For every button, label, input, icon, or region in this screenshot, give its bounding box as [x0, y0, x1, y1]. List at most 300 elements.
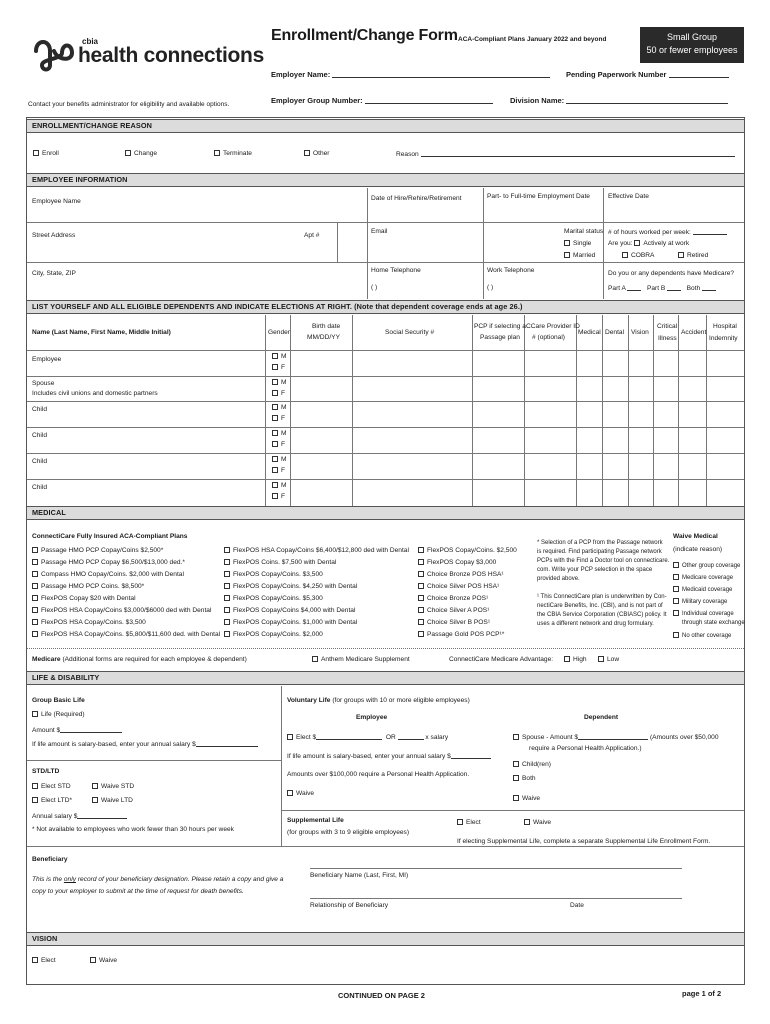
- waive-checkbox[interactable]: [673, 586, 679, 592]
- elect-std-checkbox[interactable]: [32, 783, 38, 789]
- hours-field[interactable]: [608, 228, 727, 237]
- note2-line: nectiCare Benefits, Inc. (CBI), and is not part of: [537, 603, 663, 609]
- waive-checkbox[interactable]: [673, 562, 679, 568]
- plan-label: Choice Silver B POS¹: [427, 619, 491, 626]
- plan-checkbox[interactable]: [418, 583, 424, 589]
- brand-logo: [28, 31, 76, 75]
- other-label: Other: [313, 150, 330, 157]
- plan-option[interactable]: [32, 583, 144, 591]
- gender-m-label: M: [281, 456, 287, 463]
- medical-heading: MEDICAL: [27, 506, 744, 520]
- supp-elect-checkbox[interactable]: [457, 819, 463, 825]
- retired-option[interactable]: [678, 252, 708, 260]
- medicare-note: (Additional forms are required for each employee & dependent): [62, 656, 247, 663]
- supplemental-note: (for groups with 3 to 9 eligible employees): [287, 829, 410, 836]
- beneficiary-text-line2: copy to your employer to submit at the time of request for death benefits.: [32, 888, 244, 895]
- plan-label: FlexPOS Copay/Coins. $5,300: [233, 595, 323, 602]
- elect-amount-label: Elect $: [296, 734, 317, 741]
- voluntary-note: (for groups with 10 or more eligible employees): [332, 697, 470, 704]
- or-label: OR: [385, 734, 396, 741]
- gender-m-spouse[interactable]: [272, 379, 287, 387]
- waive-option[interactable]: [673, 574, 733, 582]
- brand-small: cbia: [82, 37, 99, 46]
- date-hire-label: Date of Hire/Rehire/Retirement: [371, 195, 462, 202]
- gender-f-checkbox[interactable]: [272, 364, 278, 370]
- note1-line: provided above.: [537, 576, 580, 582]
- waive-std-label: Waive STD: [101, 783, 135, 790]
- small-group-badge: [640, 27, 744, 63]
- elect-ltd-option[interactable]: [32, 797, 72, 805]
- vision-waive-label: Waive: [99, 957, 118, 964]
- plan-option[interactable]: [418, 631, 504, 639]
- col-critical1: Critical: [657, 323, 678, 330]
- relationship-label: Relationship of Beneficiary: [310, 902, 389, 909]
- plan-checkbox[interactable]: [224, 631, 230, 637]
- gender-m-child2[interactable]: [272, 430, 287, 438]
- col-birth1: Birth date: [312, 323, 341, 330]
- low-checkbox[interactable]: [598, 656, 604, 662]
- salary-field[interactable]: [32, 740, 258, 749]
- reason-label: Reason: [396, 151, 419, 158]
- plan-option[interactable]: [32, 619, 146, 627]
- plan-option[interactable]: [32, 571, 184, 579]
- spouse-checkbox[interactable]: [513, 734, 519, 740]
- continued-label: CONTINUED ON PAGE 2: [338, 991, 425, 1000]
- medicare-label: Medicare: [32, 656, 61, 663]
- hours-label: # of hours worked per week:: [608, 229, 691, 236]
- actively-checkbox[interactable]: [634, 240, 640, 246]
- plan-checkbox[interactable]: [224, 607, 230, 613]
- plan-label: Passage HMO PCP Copay $6,500/$13,000 ded.*: [41, 559, 185, 566]
- supp-elect-label: Elect: [466, 819, 481, 826]
- plan-checkbox[interactable]: [32, 559, 38, 565]
- salary-based-input[interactable]: [451, 752, 491, 759]
- change-label: Change: [134, 150, 158, 157]
- married-label: Married: [573, 252, 596, 259]
- voluntary-title: Voluntary Life: [287, 697, 331, 704]
- spouse-amount-input[interactable]: [578, 733, 648, 740]
- cobra-option[interactable]: [622, 252, 654, 260]
- annual-salary-label: Annual salary $: [32, 813, 78, 820]
- life-heading: LIFE & DISABILITY: [27, 671, 744, 685]
- note1-line: * Selection of a PCP from the Passage network: [537, 540, 663, 546]
- plan-option[interactable]: [224, 619, 357, 627]
- employee-heading: EMPLOYEE INFORMATION: [27, 173, 744, 187]
- retired-checkbox[interactable]: [678, 252, 684, 258]
- waive-option[interactable]: [673, 562, 740, 570]
- vision-waive-checkbox[interactable]: [90, 957, 96, 963]
- hours-input[interactable]: [693, 228, 727, 235]
- high-option[interactable]: [564, 656, 587, 664]
- plan-option[interactable]: [32, 607, 211, 615]
- plan-checkbox[interactable]: [224, 559, 230, 565]
- terminate-label: Terminate: [223, 150, 252, 157]
- group-basic-title: Group Basic Life: [32, 697, 85, 704]
- supp-text: If electing Supplemental Life, complete a separate Supplemental Life Enrollment Form.: [457, 838, 711, 845]
- reason-field[interactable]: [396, 150, 735, 159]
- gender-m-checkbox[interactable]: [272, 456, 278, 462]
- cobra-checkbox[interactable]: [622, 252, 628, 258]
- waive-label: No other coverage: [682, 633, 732, 639]
- reason-input[interactable]: [421, 150, 735, 157]
- other-option[interactable]: [304, 150, 330, 158]
- employer-name-text: Employer Name:: [271, 70, 331, 79]
- form-subtitle: ACA-Compliant Plans January 2022 and beyond: [458, 36, 607, 43]
- email-label: Email: [371, 228, 388, 235]
- beneficiary-name-label: Beneficiary Name (Last, First, MI): [310, 872, 409, 879]
- plan-checkbox[interactable]: [418, 595, 424, 601]
- gender-f-checkbox[interactable]: [272, 390, 278, 396]
- children-option[interactable]: [513, 761, 551, 769]
- waive-option[interactable]: [673, 586, 732, 594]
- plan-option[interactable]: [224, 595, 323, 603]
- anthem-checkbox[interactable]: [312, 656, 318, 662]
- both-life-label: Both: [522, 775, 536, 782]
- gender-m-checkbox[interactable]: [272, 404, 278, 410]
- gender-m-checkbox[interactable]: [272, 430, 278, 436]
- page-number: page 1 of 2: [682, 989, 722, 998]
- children-checkbox[interactable]: [513, 761, 519, 767]
- elect-amount-input[interactable]: [316, 733, 382, 740]
- plan-option[interactable]: [32, 631, 220, 639]
- elect-std-label: Elect STD: [41, 783, 71, 790]
- plan-option[interactable]: [418, 559, 496, 567]
- anthem-option[interactable]: [312, 656, 410, 664]
- are-you-label: Are you:: [608, 240, 633, 247]
- contact-note: Contact your benefits administrator for eligibility and available options.: [28, 101, 230, 108]
- supp-waive-option[interactable]: [524, 819, 551, 827]
- plan-label: Choice Silver POS HSA¹: [427, 583, 500, 590]
- gender-f-child1[interactable]: [272, 415, 285, 423]
- gender-m-checkbox[interactable]: [272, 353, 278, 359]
- note1-line: com. Write your PCP selection in the space: [537, 567, 653, 573]
- spouse-amount-field[interactable]: [513, 733, 718, 742]
- plan-checkbox[interactable]: [224, 547, 230, 553]
- plan-option[interactable]: [418, 547, 517, 555]
- work-tel-field[interactable]: ( ): [487, 284, 494, 291]
- plan-checkbox[interactable]: [418, 547, 424, 553]
- supp-waive-checkbox[interactable]: [524, 819, 530, 825]
- annual-salary-input[interactable]: [77, 812, 127, 819]
- waive-option[interactable]: [673, 598, 727, 606]
- plan-checkbox[interactable]: [418, 607, 424, 613]
- division-text: Division Name:: [510, 96, 565, 105]
- salary-based-label: If life amount is salary-based, enter your annual salary $: [287, 753, 451, 760]
- gender-f-label: F: [281, 493, 286, 500]
- plan-label: Compass HMO Copay/Coins. $2,000 with Dental: [41, 571, 184, 578]
- single-option[interactable]: [564, 240, 591, 248]
- plan-checkbox[interactable]: [32, 583, 38, 589]
- employer-name-field[interactable]: [332, 71, 550, 78]
- note1-line: is required. Find participating Passage network: [537, 549, 662, 555]
- over-100-note: Amounts over $100,000 require a Personal Health Application.: [287, 771, 470, 778]
- col-critical2: Illness: [658, 335, 677, 342]
- plan-checkbox[interactable]: [224, 595, 230, 601]
- plan-option[interactable]: [224, 631, 323, 639]
- high-label: High: [573, 656, 587, 663]
- gender-m-label: M: [281, 430, 287, 437]
- marital-label: Marital status: [564, 228, 604, 235]
- plan-label: Choice Bronze POS¹: [427, 595, 489, 602]
- ben-text-a: This is the: [32, 876, 64, 883]
- plan-option[interactable]: [224, 583, 357, 591]
- waive-label: Other group coverage: [682, 563, 741, 569]
- gender-f-label: F: [281, 364, 286, 371]
- plan-option[interactable]: [224, 571, 323, 579]
- waive-label: Medicaid coverage: [682, 587, 733, 593]
- gender-f-label: F: [281, 467, 286, 474]
- plan-label: FlexPOS Coins. $7,500 with Dental: [233, 559, 337, 566]
- part-b-input[interactable]: [667, 284, 681, 291]
- plan-option[interactable]: [418, 583, 499, 591]
- gender-f-checkbox[interactable]: [272, 441, 278, 447]
- gender-f-label: F: [281, 441, 286, 448]
- both-option[interactable]: [513, 775, 536, 783]
- plan-checkbox[interactable]: [224, 571, 230, 577]
- supp-elect-option[interactable]: [457, 819, 481, 827]
- amount-label: Amount $: [32, 727, 61, 734]
- waive-ltd-option[interactable]: [92, 797, 133, 805]
- gender-m-label: M: [281, 353, 287, 360]
- col-prov2: # (optional): [532, 334, 565, 341]
- plan-label: FlexPOS Copay/Coins. $2,000: [233, 631, 323, 638]
- single-label: Single: [573, 240, 592, 247]
- plan-checkbox[interactable]: [32, 607, 38, 613]
- gender-f-label: F: [281, 390, 286, 397]
- plan-checkbox[interactable]: [418, 571, 424, 577]
- medicare-row: [32, 656, 247, 664]
- gender-m-label: M: [281, 404, 287, 411]
- gender-f-child3[interactable]: [272, 467, 285, 475]
- part-b-label: Part B: [646, 285, 666, 292]
- plan-option[interactable]: [418, 619, 490, 627]
- waive-dependent-checkbox[interactable]: [513, 795, 519, 801]
- col-hospital1: Hospital: [713, 323, 737, 330]
- employer-name-label: [271, 71, 550, 79]
- plan-checkbox[interactable]: [418, 631, 424, 637]
- married-checkbox[interactable]: [564, 252, 570, 258]
- waive-std-checkbox[interactable]: [92, 783, 98, 789]
- elect-amount-field[interactable]: [287, 733, 448, 742]
- row-child2-label: Child: [32, 432, 48, 439]
- waive-voluntary-checkbox[interactable]: [287, 790, 293, 796]
- both-checkbox[interactable]: [513, 775, 519, 781]
- home-tel-label: Home Telephone: [371, 267, 421, 274]
- plan-checkbox[interactable]: [418, 559, 424, 565]
- gender-f-employee[interactable]: [272, 364, 285, 372]
- waive-checkbox[interactable]: [673, 598, 679, 604]
- plan-option[interactable]: [418, 571, 504, 579]
- plan-label: FlexPOS HSA Copay/Coins. $5,800/$11,600 ded. with Dental: [41, 631, 221, 638]
- waive-checkbox[interactable]: [673, 574, 679, 580]
- logo-knot-icon: [28, 31, 76, 73]
- not-available-note: * Not available to employees who work fewer than 30 hours per week: [32, 826, 234, 833]
- waive-checkbox[interactable]: [673, 632, 679, 638]
- plan-option[interactable]: [224, 607, 355, 615]
- waive-sub: (indicate reason): [673, 546, 723, 553]
- pending-field[interactable]: [669, 71, 729, 78]
- col-gender: Gender: [268, 329, 290, 336]
- gender-m-child4[interactable]: [272, 482, 287, 490]
- married-option[interactable]: [564, 252, 595, 260]
- vision-elect-checkbox[interactable]: [32, 957, 38, 963]
- plan-label: FlexPOS Copay $3,000: [427, 559, 497, 566]
- salary-based-field[interactable]: [287, 752, 491, 761]
- waive-label-cont: through state exchange: [682, 620, 745, 626]
- gender-f-checkbox[interactable]: [272, 415, 278, 421]
- plan-checkbox[interactable]: [224, 583, 230, 589]
- pha-note: require a Personal Health Application.): [529, 745, 642, 752]
- vision-heading: VISION: [27, 932, 744, 946]
- voluntary-row: [287, 697, 470, 705]
- vision-elect-option[interactable]: [32, 957, 56, 965]
- plan-option[interactable]: [418, 595, 488, 603]
- row-child1-label: Child: [32, 406, 48, 413]
- single-checkbox[interactable]: [564, 240, 570, 246]
- plan-label: FlexPOS Copay/Coins. $2,500: [427, 547, 517, 554]
- both-input[interactable]: [702, 284, 716, 291]
- division-label: [510, 97, 728, 105]
- low-option[interactable]: [598, 656, 619, 664]
- col-hospital2: Indemnity: [709, 335, 738, 342]
- gender-m-child1[interactable]: [272, 404, 287, 412]
- change-checkbox[interactable]: [125, 150, 131, 156]
- row-spouse-label: Spouse: [32, 380, 55, 387]
- gender-f-label: F: [281, 415, 286, 422]
- gender-m-label: M: [281, 379, 287, 386]
- children-label: Child(ren): [522, 761, 551, 768]
- enroll-heading: ENROLLMENT/CHANGE REASON: [27, 119, 744, 133]
- part-a-label: Part A: [608, 285, 626, 292]
- plan-checkbox[interactable]: [32, 571, 38, 577]
- plan-label: FlexPOS Copay/Coins. $1,000 with Dental: [233, 619, 358, 626]
- row-child4-label: Child: [32, 484, 48, 491]
- terminate-option[interactable]: [214, 150, 252, 158]
- part-a-input[interactable]: [627, 284, 641, 291]
- note2-line: uses a different network and drug formulary.: [537, 621, 654, 627]
- plan-label: FlexPOS HSA Copay/Coins $6,400/$12,800 ded with Dental: [233, 547, 409, 554]
- std-ltd-title: STD/LTD: [32, 768, 60, 775]
- plan-checkbox[interactable]: [32, 595, 38, 601]
- col-pcp1: PCP if selecting a: [474, 323, 526, 330]
- waive-std-option[interactable]: [92, 783, 134, 791]
- gender-f-checkbox[interactable]: [272, 493, 278, 499]
- amount-field[interactable]: [32, 726, 122, 735]
- home-tel-field[interactable]: ( ): [371, 284, 378, 291]
- vision-elect-label: Elect: [41, 957, 56, 964]
- elect-std-option[interactable]: [32, 783, 71, 791]
- enroll-option[interactable]: [33, 150, 59, 158]
- terminate-checkbox[interactable]: [214, 150, 220, 156]
- ben-only: only: [63, 876, 76, 883]
- plan-label: FlexPOS HSA Copay/Coins $3,000/$6000 ded with Dental: [41, 607, 212, 614]
- plan-option[interactable]: [418, 607, 489, 615]
- col-pcp2: Passage plan: [480, 334, 520, 341]
- waive-label: Medicare coverage: [682, 575, 734, 581]
- waive-title: Waive Medical: [673, 533, 718, 540]
- street-label: Street Address: [32, 232, 76, 239]
- col-medical: Medical: [578, 329, 601, 336]
- plan-label: FlexPOS HSA Copay/Coins. $3,500: [41, 619, 146, 626]
- gender-m-checkbox[interactable]: [272, 482, 278, 488]
- pending-text: Pending Paperwork Number: [566, 70, 667, 79]
- plan-label: Passage Gold POS PCP¹*: [427, 631, 505, 638]
- salary-input[interactable]: [196, 740, 258, 747]
- elect-amount-checkbox[interactable]: [287, 734, 293, 740]
- life-required-checkbox[interactable]: [32, 711, 38, 717]
- supplemental-title: Supplemental Life: [287, 817, 344, 824]
- gender-f-child4[interactable]: [272, 493, 285, 501]
- note2-line: ¹ This ConnectiCare plan is underwritten by Con-: [537, 594, 667, 600]
- elect-ltd-checkbox[interactable]: [32, 797, 38, 803]
- vision-waive-option[interactable]: [90, 957, 117, 965]
- plan-checkbox[interactable]: [32, 619, 38, 625]
- annual-salary-field[interactable]: [32, 812, 127, 821]
- waive-dependent-label: Waive: [522, 795, 541, 802]
- pending-label: [566, 71, 729, 79]
- row-spouse-note: Includes civil unions and domestic partners: [32, 390, 158, 397]
- group-number-field[interactable]: [365, 97, 493, 104]
- beneficiary-title: Beneficiary: [32, 856, 68, 863]
- plan-checkbox[interactable]: [32, 631, 38, 637]
- other-checkbox[interactable]: [304, 150, 310, 156]
- division-field[interactable]: [566, 97, 728, 104]
- supp-waive-label: Waive: [533, 819, 552, 826]
- life-required-option[interactable]: [32, 711, 85, 719]
- waive-checkbox[interactable]: [673, 610, 679, 616]
- high-checkbox[interactable]: [564, 656, 570, 662]
- gender-m-checkbox[interactable]: [272, 379, 278, 385]
- plan-label: Choice Silver A POS¹: [427, 607, 490, 614]
- medicare-question: Do you or any dependents have Medicare?: [608, 270, 735, 277]
- plan-option[interactable]: [32, 559, 185, 567]
- retired-label: Retired: [687, 252, 709, 259]
- waive-option[interactable]: [673, 610, 734, 618]
- apt-label: Apt #: [304, 232, 320, 239]
- gender-m-employee[interactable]: [272, 353, 287, 361]
- enroll-checkbox[interactable]: [33, 150, 39, 156]
- gender-f-checkbox[interactable]: [272, 467, 278, 473]
- plan-checkbox[interactable]: [32, 547, 38, 553]
- amount-input[interactable]: [60, 726, 122, 733]
- plan-checkbox[interactable]: [224, 619, 230, 625]
- voluntary-dependent: Dependent: [584, 714, 619, 721]
- col-accident: Accident: [681, 329, 707, 336]
- plan-label: Choice Bronze POS HSA¹: [427, 571, 504, 578]
- elect-ltd-label: Elect LTD*: [41, 797, 73, 804]
- waive-option[interactable]: [673, 632, 731, 640]
- plan-option[interactable]: [224, 547, 409, 555]
- plan-option[interactable]: [32, 547, 163, 555]
- waive-voluntary-option[interactable]: [287, 790, 314, 798]
- city-label: City, State, ZIP: [32, 270, 76, 277]
- medicare-parts[interactable]: [608, 284, 716, 293]
- waive-ltd-checkbox[interactable]: [92, 797, 98, 803]
- row-child3-label: Child: [32, 458, 48, 465]
- change-option[interactable]: [125, 150, 157, 158]
- plan-option[interactable]: [32, 595, 136, 603]
- dependents-heading: LIST YOURSELF AND ALL ELIGIBLE DEPENDENTS AND INDICATE ELECTIONS AT RIGHT. (Note that dependent coverage ends at age 26.): [27, 300, 744, 314]
- gender-f-child2[interactable]: [272, 441, 285, 449]
- gender-f-spouse[interactable]: [272, 390, 285, 398]
- x-salary-input[interactable]: [398, 733, 424, 740]
- gender-m-child3[interactable]: [272, 456, 287, 464]
- waive-dependent-option[interactable]: [513, 795, 540, 803]
- plan-checkbox[interactable]: [418, 619, 424, 625]
- plan-option[interactable]: [224, 559, 336, 567]
- row-employee-label: Employee: [32, 356, 62, 363]
- gender-m-label: M: [281, 482, 287, 489]
